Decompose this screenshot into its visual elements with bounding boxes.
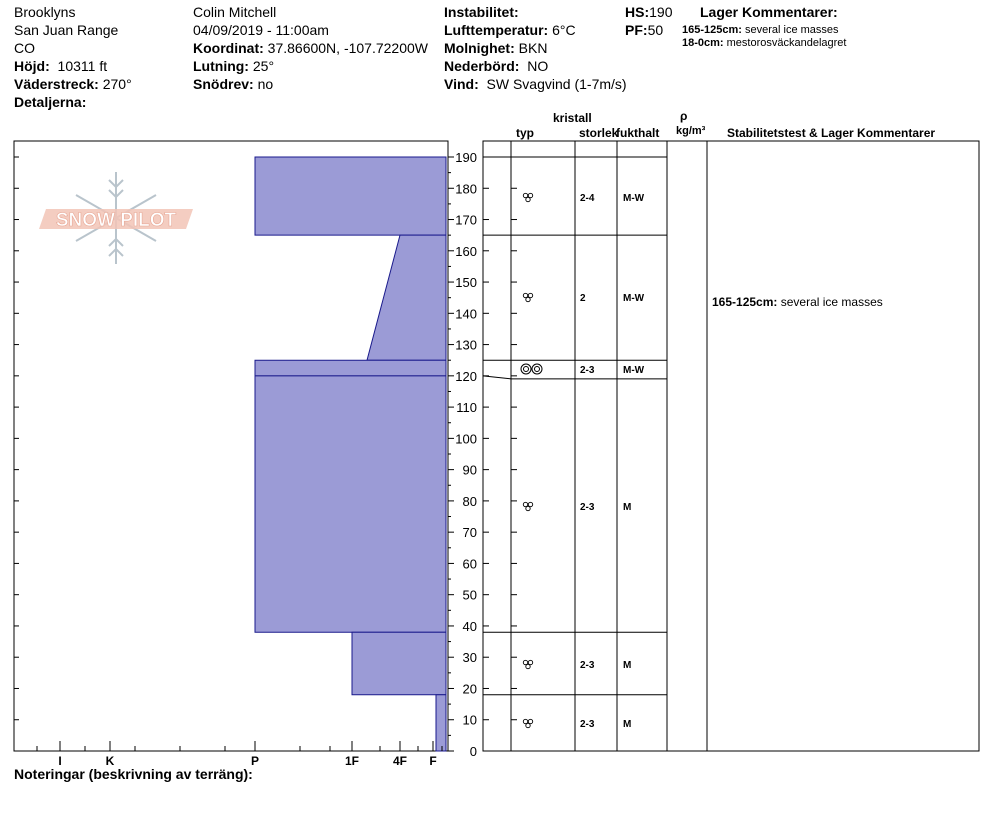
hardness-tick-label: P [250,754,260,768]
layer-table-frame [483,141,979,751]
observation-datetime: 04/09/2019 - 11:00am [193,22,329,38]
location-name: Brooklyns [14,4,76,20]
height-tick-label: 140 [455,306,477,322]
hardness-layer-bar [255,360,446,376]
moisture: M-W [623,365,645,376]
layer-row [523,193,644,204]
hardness-layer-bar [255,157,446,235]
grain-size: 2 [580,293,586,304]
layer-comment-1-range: 165-125cm: [682,24,742,36]
header-typ: typ [516,126,534,140]
moisture: M-W [623,293,645,304]
instability-label: Instabilitet: [444,4,519,20]
hardness-tick-label: 4F [392,754,408,768]
height-tick-label: 80 [462,493,477,509]
surface-hoar-ring-icon [521,364,542,374]
header-stability: Stabilitetstest & Lager Kommentarer [727,126,936,140]
height-tick-label: 100 [455,431,477,447]
height-tick-label: 160 [455,243,477,259]
hardness-tick-label: I [58,754,62,768]
details-label: Detaljerna: [14,94,87,110]
coordinate-value: 37.86600N, -107.72200W [267,40,428,56]
height-tick-label: 90 [462,462,477,478]
precip-value: NO [527,58,549,74]
stability-comment-range: 165-125cm: [712,295,781,309]
height-tick-label: 10 [462,712,477,728]
melt-freeze-icon [523,660,532,668]
hardness-layers [255,157,446,751]
grain-size: 2-3 [580,660,595,671]
moisture: M [623,502,632,513]
stability-comment [712,295,883,309]
grain-circle [526,506,530,510]
moisture: M-W [623,193,645,204]
precip-label: Nederbörd: [444,58,520,74]
height-tick-label: 120 [455,368,477,384]
melt-freeze-icon [523,193,532,201]
header-storlek: storlek [579,126,619,140]
grain-ring [532,364,542,374]
header-density-unit: kg/m³ [676,125,706,137]
height-tick-label: 180 [455,181,477,197]
state-name: CO [14,40,35,56]
height-tick-label: 60 [462,556,477,572]
height-tick-label: 30 [462,650,477,666]
grain-size: 2-3 [580,502,595,513]
airtemp-label: Lufttemperatur: [444,22,549,38]
hardness-axis [37,741,442,768]
grain-circle [526,723,530,727]
pf-value: 50 [647,22,664,38]
height-tick-label: 190 [455,150,477,165]
height-tick-label: 70 [462,525,477,541]
range-name: San Juan Range [14,22,119,38]
grain-size: 2-3 [580,365,595,376]
terrain-notes-label: Noteringar (beskrivning av terräng): [14,766,253,782]
height-tick-label: 130 [455,337,477,353]
layer-table-comments [712,295,883,309]
melt-freeze-icon [523,502,532,510]
height-tick-label: 170 [455,212,477,228]
wind-label: Vind: [444,76,479,92]
elevation-value: 10311 ft [57,58,108,74]
height-tick-label: 0 [469,744,477,759]
grain-circle [526,664,530,668]
hs-label: HS: [625,4,650,20]
height-tick-label: 40 [462,618,477,634]
hardness-layer-bar [255,376,446,632]
aspect-value: 270° [102,76,132,92]
wind-value: SW Svagvind (1-7m/s) [486,76,627,92]
layer-comment-1-text: several ice masses [745,24,839,36]
layer-boundary-connector [483,376,511,379]
sky-label: Molnighet: [444,40,515,56]
melt-freeze-icon [523,293,532,301]
layer-row [523,502,631,513]
left-tick-marks [14,157,19,751]
height-tick-label: 50 [462,587,477,603]
coordinate-label: Koordinat: [193,40,264,56]
header-rho: ρ [680,109,688,123]
header-fukthalt: fukthalt [616,126,660,140]
aspect-label: Väderstreck: [14,76,99,92]
elevation-label: Höjd: [14,58,50,74]
sky-value: BKN [518,40,548,56]
layer-row [523,293,644,304]
layer-row [523,660,631,671]
hardness-layer-bar [367,235,446,360]
hardness-layer-bar [352,632,446,695]
layer-row [521,364,645,376]
header-kristall: kristall [553,111,592,125]
melt-freeze-icon [523,719,532,727]
layer-table-grid [483,141,707,751]
snowpilot-logo [39,172,193,264]
hs-value: 190 [649,4,673,20]
slope-label: Lutning: [193,58,249,74]
grain-ring [521,364,531,374]
snowpilot-logo-text: SNOW PILOT [55,210,177,231]
airtemp-value: 6°C [552,22,576,38]
grain-ring [524,367,529,372]
layer-comment-2-text: mestorosväckandelagret [726,37,847,49]
grain-size: 2-4 [580,193,595,204]
drift-label: Snödrev: [193,76,254,92]
layer-comment-2-range: 18-0cm: [682,37,724,49]
observer-name: Colin Mitchell [193,4,277,20]
grain-circle [526,297,530,301]
height-tick-label: 150 [455,275,477,291]
hardness-layer-bar [436,695,446,751]
stability-comment-text: several ice masses [780,295,883,309]
layer-table-cells [521,193,645,730]
pf-label: PF: [625,22,648,38]
moisture: M [623,660,632,671]
hardness-tick-label: K [105,754,115,768]
layer-row [523,719,631,730]
layer-comments-title: Lager Kommentarer: [700,4,838,20]
hardness-tick-label: 1F [344,754,360,768]
drift-value: no [257,76,274,92]
grain-circle [526,197,530,201]
hardness-tick-label: F [429,754,437,768]
height-tick-label: 20 [462,681,477,697]
height-tick-label: 110 [456,400,477,416]
grain-size: 2-3 [580,719,595,730]
grain-ring [535,367,540,372]
slope-value: 25° [252,58,275,74]
moisture: M [623,719,632,730]
